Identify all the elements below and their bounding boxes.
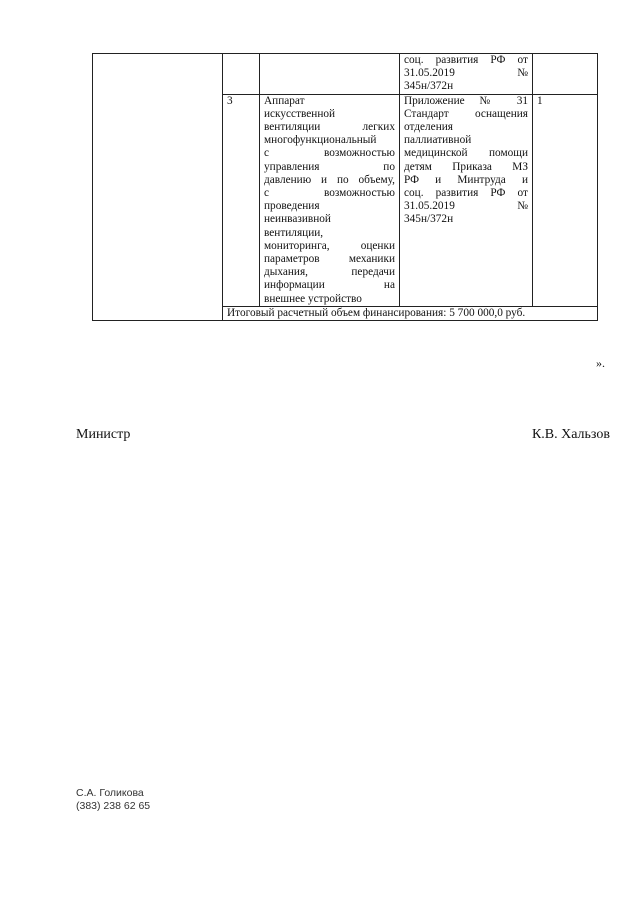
- row-number-cell: [223, 54, 260, 95]
- name-line: Аппарат: [264, 94, 305, 107]
- name-line: искусственной: [264, 107, 336, 120]
- name-line: информации на: [264, 279, 395, 292]
- table-row: [93, 54, 598, 95]
- basis-line: РФ и Минтруда и: [404, 173, 528, 186]
- basis-line: 345н/372н: [404, 80, 454, 93]
- name-line: вентиляции,: [264, 226, 324, 239]
- equipment-name-cell: [260, 54, 400, 95]
- closing-quote: ».: [596, 356, 605, 370]
- executor-name: С.А. Голикова: [76, 787, 144, 799]
- basis-line: Приложение № 31: [404, 94, 528, 107]
- name-line: проведения: [264, 200, 320, 213]
- signatory-name: К.В. Хальзов: [531, 427, 610, 442]
- name-line: дыхания, передачи: [264, 266, 395, 279]
- basis-line: 345н/372н: [404, 213, 454, 226]
- name-line: многофункциональный: [264, 134, 377, 147]
- basis-line: 31.05.2019 №: [404, 67, 528, 80]
- equipment-table: [92, 53, 598, 321]
- name-line: давлению и по объему,: [264, 173, 395, 186]
- name-line: параметров механики: [264, 253, 395, 266]
- total-financing: Итоговый расчетный объем финансирования: 5 700 000,0 руб.: [223, 306, 598, 320]
- row-number-cell: 3: [223, 94, 260, 306]
- executor-phone: (383) 238 62 65: [76, 800, 151, 812]
- signatory-position: Министр: [76, 427, 131, 442]
- name-line: управления по: [264, 160, 395, 173]
- basis-cell: [400, 54, 533, 95]
- name-line: внешнее устройство: [264, 292, 362, 305]
- basis-line: 31.05.2019 №: [404, 200, 528, 213]
- equipment-name-cell: [260, 94, 400, 306]
- basis-line: отделения: [404, 121, 453, 134]
- basis-cell: [400, 94, 533, 306]
- executor-block: [76, 787, 150, 813]
- name-line: вентиляции легких: [264, 121, 395, 134]
- name-line: неинвазивной: [264, 213, 331, 226]
- quantity-cell: 1: [533, 94, 598, 306]
- name-line: мониторинга, оценки: [264, 239, 395, 252]
- quantity-cell: [533, 54, 598, 95]
- name-line: с возможностью: [264, 187, 395, 200]
- basis-line: Стандарт оснащения: [404, 107, 528, 120]
- merged-left-cell: [93, 54, 223, 321]
- basis-line: детям Приказа МЗ: [404, 160, 528, 173]
- basis-line: соц. развития РФ от: [404, 187, 528, 200]
- basis-line: соц. развития РФ от: [404, 54, 528, 66]
- name-line: с возможностью: [264, 147, 395, 160]
- basis-line: медицинской помощи: [404, 147, 528, 160]
- basis-line: паллиативной: [404, 134, 472, 147]
